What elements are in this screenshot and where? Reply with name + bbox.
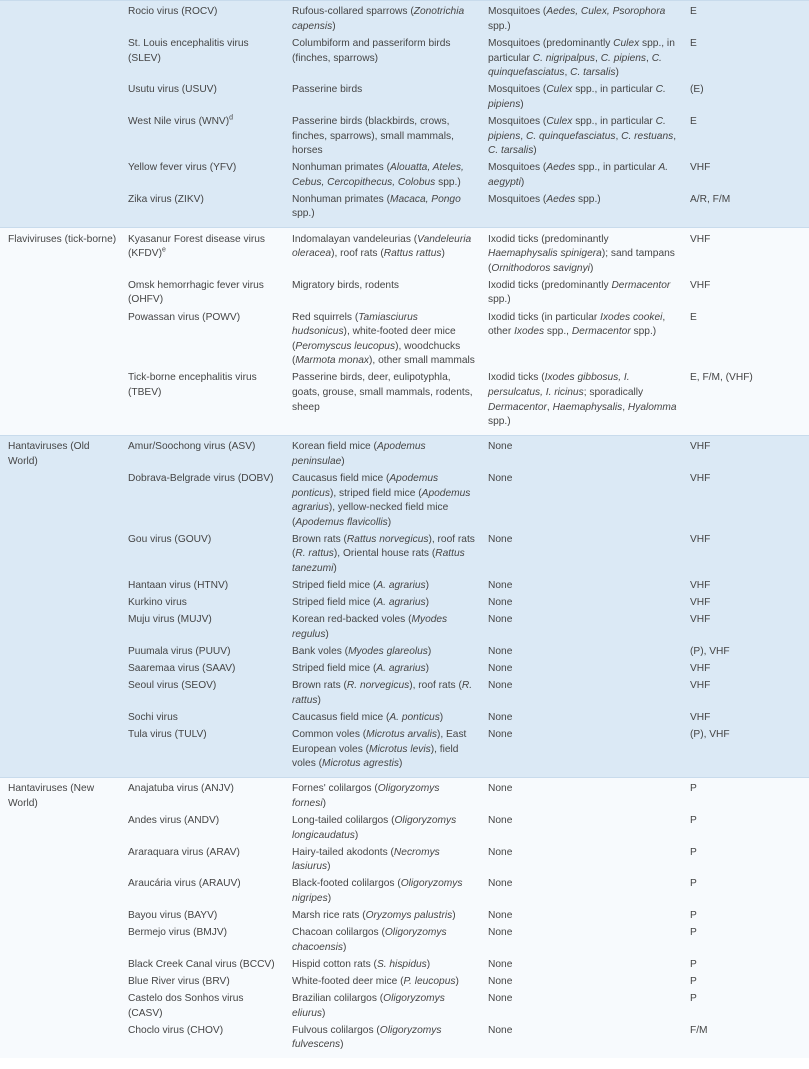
- disease-code-cell: VHF: [690, 597, 711, 609]
- species-name-italic: Microtus levis: [369, 743, 431, 755]
- vector-cell: None: [488, 580, 513, 592]
- species-name-italic: Peromyscus leucopus: [295, 340, 396, 352]
- virus-name-cell: Zika virus (ZIKV): [128, 193, 204, 205]
- disease-code-cell: P: [690, 958, 697, 970]
- host-reservoir-cell: Brown rats (Rattus norvegicus), roof rats (R. rattus), Oriental house rats (Rattus tanezumi): [292, 533, 475, 575]
- species-name-italic: Oligoryzomys eliurus: [292, 992, 445, 1019]
- vector-cell: None: [488, 1024, 513, 1036]
- table-section: [0, 0, 809, 227]
- vector-cell: None: [488, 472, 513, 484]
- host-reservoir-cell: Nonhuman primates (Macaca, Pongo spp.): [292, 193, 461, 220]
- virus-name-cell: Castelo dos Sonhos virus (CASV): [128, 992, 244, 1019]
- host-reservoir-cell: Fulvous colilargos (Oligoryzomys fulvescens): [292, 1024, 442, 1051]
- disease-code-cell: VHF: [690, 472, 711, 484]
- table-row: [128, 278, 809, 310]
- table-row: [128, 813, 809, 845]
- species-name-italic: Culex: [546, 84, 573, 96]
- host-reservoir-cell: Indomalayan vandeleurias (Vandeleuria oleracea), roof rats (Rattus rattus): [292, 233, 472, 260]
- species-name-italic: Marmota monax: [295, 355, 370, 367]
- virus-name-cell: Gou virus (GOUV): [128, 533, 212, 545]
- host-reservoir-cell: Striped field mice (A. agrarius): [292, 580, 430, 592]
- virus-name-cell: St. Louis encephalitis virus (SLEV): [128, 37, 249, 64]
- virus-name-cell: Yellow fever virus (YFV): [128, 162, 237, 174]
- disease-code-cell: VHF: [690, 580, 711, 592]
- table-row: [128, 974, 809, 991]
- vector-cell: None: [488, 441, 513, 453]
- species-name-italic: A. ponticus: [389, 711, 440, 723]
- table-row: [128, 439, 809, 471]
- species-name-italic: A. agrarius: [376, 580, 426, 592]
- host-reservoir-cell: Hairy-tailed akodonts (Necromys lasiurus): [292, 846, 440, 873]
- vector-cell: None: [488, 814, 513, 826]
- table-row: [128, 595, 809, 612]
- species-name-italic: Microtus arvalis: [366, 728, 437, 740]
- vector-cell: Ixodid ticks (in particular Ixodes cookei, other Ixodes spp., Dermacentor spp.): [488, 311, 666, 338]
- vector-cell: Ixodid ticks (predominantly Dermacentor spp.): [488, 279, 671, 306]
- table-row: [128, 370, 809, 431]
- table-row: [128, 532, 809, 578]
- vector-cell: None: [488, 680, 513, 692]
- virus-name-cell: Muju virus (MUJV): [128, 614, 212, 626]
- species-name-italic: C. nigripalpus: [532, 52, 596, 64]
- vector-cell: None: [488, 910, 513, 921]
- virus-group-label: Hantaviruses (Old World): [8, 441, 90, 467]
- species-name-italic: Rattus tanezumi: [292, 548, 465, 575]
- vector-cell: None: [488, 975, 513, 987]
- vector-cell: None: [488, 846, 513, 858]
- species-name-italic: Aedes, Culex, Psorophora: [546, 6, 666, 18]
- species-name-italic: C. pipiens: [488, 115, 666, 142]
- vector-cell: None: [488, 728, 513, 740]
- species-name-italic: A. aegypti: [488, 162, 669, 188]
- table-row: [128, 160, 809, 192]
- disease-code-cell: P: [690, 878, 697, 890]
- virus-name-cell: Black Creek Canal virus (BCCV): [128, 958, 275, 970]
- table-row: [128, 114, 809, 160]
- virus-name-cell: Sochi virus: [128, 711, 178, 723]
- species-name-italic: Ixodes cookei: [600, 311, 663, 323]
- vector-cell: Mosquitoes (Culex spp., in particular C. pipiens): [488, 84, 666, 110]
- host-reservoir-cell: Fornes' colilargos (Oligoryzomys fornesi): [292, 783, 440, 809]
- disease-code-cell: VHF: [690, 233, 711, 245]
- host-reservoir-cell: Brown rats (R. norvegicus), roof rats (R. rattus): [292, 680, 473, 706]
- vector-cell: Mosquitoes (Aedes spp., in particular A. aegypti): [488, 162, 669, 188]
- vector-cell: Mosquitoes (Aedes, Culex, Psorophora spp.): [488, 6, 666, 32]
- virus-name-cell: Seoul virus (SEOV): [128, 680, 217, 692]
- host-reservoir-cell: Korean red-backed voles (Myodes regulus): [292, 614, 448, 640]
- table-row: [128, 309, 809, 370]
- species-name-italic: Haemaphysalis spinigera: [488, 248, 602, 260]
- host-reservoir-cell: Striped field mice (A. agrarius): [292, 597, 430, 609]
- species-name-italic: S. hispidus: [376, 958, 427, 970]
- species-name-italic: Tamiasciurus hudsonicus: [292, 311, 418, 338]
- footnote-superscript: e: [161, 246, 166, 254]
- disease-code-cell: (P), VHF: [690, 728, 730, 740]
- host-reservoir-cell: Chacoan colilargos (Oligoryzomys chacoensis): [292, 927, 447, 953]
- table-row: [128, 727, 809, 773]
- host-reservoir-cell: Caucasus field mice (Apodemus ponticus), striped field mice (Apodemus agrarius), yellow-necked field mice (Apodemus flavicollis): [292, 472, 471, 528]
- virus-name-cell: Puumala virus (PUUV): [128, 646, 231, 657]
- table-row: [128, 661, 809, 678]
- host-reservoir-cell: Red squirrels (Tamiasciurus hudsonicus), white-footed deer mice (Peromyscus leucopus), woodchucks (Marmota monax), other small mammals: [292, 311, 475, 367]
- species-name-italic: Macaca, Pongo: [389, 193, 461, 205]
- disease-code-cell: P: [690, 975, 697, 987]
- vector-cell: None: [488, 958, 513, 970]
- species-name-italic: Dermacentor: [571, 326, 631, 338]
- species-name-italic: A. agrarius: [376, 597, 426, 609]
- section-rows: [128, 781, 809, 1054]
- section-rows: [128, 439, 809, 773]
- species-name-italic: Ornithodoros savignyi: [491, 262, 590, 274]
- table-row: [128, 991, 809, 1023]
- species-name-italic: Apodemus peninsulae: [292, 441, 426, 467]
- species-name-italic: Myodes regulus: [292, 614, 448, 640]
- disease-code-cell: A/R, F/M: [690, 193, 731, 205]
- species-name-italic: Oryzomys palustris: [365, 910, 453, 921]
- disease-code-cell: E, F/M, (VHF): [690, 372, 753, 384]
- virus-name-cell: Dobrava-Belgrade virus (DOBV): [128, 472, 274, 484]
- virus-name-cell: Andes virus (ANDV): [128, 814, 220, 826]
- species-name-italic: Oligoryzomys fornesi: [292, 783, 440, 809]
- table-row: [128, 36, 809, 82]
- virus-name-cell: Araraquara virus (ARAV): [128, 846, 240, 858]
- species-name-italic: Oligoryzomys chacoensis: [292, 927, 447, 953]
- disease-code-cell: (P), VHF: [690, 646, 730, 657]
- table-row: [128, 957, 809, 974]
- disease-code-cell: VHF: [690, 711, 711, 723]
- footnote-superscript: d: [229, 114, 234, 122]
- vector-cell: None: [488, 646, 513, 657]
- host-reservoir-cell: Marsh rice rats (Oryzomys palustris): [292, 910, 456, 921]
- species-name-italic: Culex: [546, 115, 573, 127]
- vector-cell: None: [488, 783, 513, 795]
- species-name-italic: Apodemus agrarius: [292, 487, 471, 514]
- disease-code-cell: P: [690, 814, 697, 826]
- virus-name-cell: Blue River virus (BRV): [128, 975, 230, 987]
- disease-code-cell: VHF: [690, 614, 711, 626]
- disease-code-cell: P: [690, 910, 697, 921]
- virus-name-cell: Saaremaa virus (SAAV): [128, 663, 236, 675]
- table-row: [128, 231, 809, 277]
- vector-cell: None: [488, 711, 513, 723]
- species-name-italic: Dermacentor: [488, 401, 547, 413]
- host-reservoir-cell: Nonhuman primates (Alouatta, Ateles, Cebus, Cercopithecus, Colobus spp.): [292, 162, 464, 188]
- host-reservoir-cell: White-footed deer mice (P. leucopus): [292, 975, 459, 987]
- disease-code-cell: E: [690, 311, 697, 323]
- species-name-italic: C. quinquefasciatus: [488, 52, 662, 79]
- vector-cell: Mosquitoes (Aedes spp.): [488, 193, 601, 205]
- disease-code-cell: VHF: [690, 441, 711, 453]
- section-rows: [128, 231, 809, 431]
- species-name-italic: Apodemus flavicollis: [295, 516, 388, 528]
- table-row: [128, 925, 809, 957]
- virus-name-cell: Bayou virus (BAYV): [128, 910, 218, 921]
- disease-code-cell: E: [690, 115, 697, 127]
- species-name-italic: Apodemus ponticus: [292, 472, 439, 499]
- species-name-italic: Oligoryzomys longicaudatus: [292, 814, 457, 841]
- virus-name-cell: Usutu virus (USUV): [128, 84, 217, 96]
- table-row: [128, 678, 809, 710]
- virus-name-cell: Choclo virus (CHOV): [128, 1024, 224, 1036]
- vector-cell: None: [488, 533, 513, 545]
- species-name-italic: R. rattus: [295, 548, 334, 560]
- disease-code-cell: E: [690, 6, 697, 18]
- species-name-italic: Necromys lasiurus: [292, 846, 440, 873]
- disease-code-cell: VHF: [690, 533, 711, 545]
- virus-name-cell: Araucária virus (ARAUV): [128, 878, 241, 890]
- host-reservoir-cell: Bank voles (Myodes glareolus): [292, 646, 432, 657]
- table-row: [128, 908, 809, 925]
- disease-code-cell: VHF: [690, 279, 711, 291]
- species-name-italic: Alouatta, Ateles, Cebus, Cercopithecus, Colobus: [292, 162, 464, 188]
- host-reservoir-cell: Long-tailed colilargos (Oligoryzomys longicaudatus): [292, 814, 457, 841]
- table-row: [128, 612, 809, 644]
- table-row: [128, 578, 809, 595]
- virus-name-cell: Kyasanur Forest disease virus (KFDV)$^e$: [128, 233, 266, 260]
- vector-cell: None: [488, 597, 513, 609]
- host-reservoir-cell: Passerine birds (blackbirds, crows, finches, sparrows), small mammals, horses: [292, 115, 454, 157]
- table-row: [128, 876, 809, 908]
- table-row: [128, 4, 809, 36]
- host-reservoir-cell: Migratory birds, rodents: [292, 279, 400, 291]
- vector-cell: Mosquitoes (predominantly Culex spp., in particular C. nigripalpus, C. pipiens, C. quinquefasciatus, C. tarsalis): [488, 37, 675, 79]
- table-row: [128, 82, 809, 114]
- virus-name-cell: Bermejo virus (BMJV): [128, 927, 228, 939]
- species-name-italic: C. pipiens: [488, 84, 666, 110]
- virus-group-label: Hantaviruses (New World): [8, 783, 95, 809]
- disease-code-cell: P: [690, 846, 697, 858]
- virus-name-cell: Amur/Soochong virus (ASV): [128, 441, 256, 453]
- disease-code-cell: VHF: [690, 162, 711, 174]
- species-name-italic: Haemaphysalis: [552, 401, 623, 413]
- disease-code-cell: VHF: [690, 663, 711, 675]
- species-name-italic: Vandeleuria oleracea: [292, 233, 472, 260]
- host-reservoir-cell: Caucasus field mice (A. ponticus): [292, 711, 444, 723]
- vector-cell: None: [488, 927, 513, 939]
- species-name-italic: C. quinquefasciatus: [525, 130, 616, 142]
- host-reservoir-cell: Passerine birds, deer, eulipotyphla, goats, grouse, small mammals, rodents, sheep: [292, 372, 473, 413]
- section-rows: [128, 4, 809, 223]
- vector-cell: None: [488, 614, 513, 626]
- table-section: [0, 777, 809, 1058]
- species-name-italic: Oligoryzomys nigripes: [292, 878, 463, 904]
- species-name-italic: Microtus agrestis: [322, 758, 400, 770]
- table-row: [128, 1022, 809, 1054]
- species-name-italic: P. leucopus: [403, 975, 456, 987]
- disease-code-cell: F/M: [690, 1024, 708, 1036]
- table-section: [0, 435, 809, 777]
- species-name-italic: C. tarsalis: [488, 145, 534, 157]
- species-name-italic: Dermacentor: [611, 279, 671, 291]
- species-name-italic: A. agrarius: [376, 663, 426, 675]
- virus-name-cell: Hantaan virus (HTNV): [128, 580, 229, 592]
- virus-name-cell: Anajatuba virus (ANJV): [128, 783, 234, 795]
- vector-cell: Mosquitoes (Culex spp., in particular C. pipiens, C. quinquefasciatus, C. restuans, C. tarsalis): [488, 115, 677, 157]
- virus-name-cell: West Nile virus (WNV)$^d$: [128, 114, 234, 127]
- species-name-italic: Rattus norvegicus: [346, 533, 429, 545]
- host-reservoir-cell: Columbiform and passeriform birds (finches, sparrows): [292, 37, 451, 64]
- disease-code-cell: VHF: [690, 680, 711, 692]
- species-name-italic: Ixodes: [514, 326, 545, 338]
- disease-code-cell: P: [690, 783, 697, 795]
- species-name-italic: C. restuans: [621, 130, 674, 142]
- species-name-italic: Oligoryzomys fulvescens: [292, 1024, 442, 1051]
- species-name-italic: Ixodes gibbosus, I. persulcatus, I. ricinus: [488, 372, 630, 398]
- table-row: [128, 644, 809, 661]
- table-section: [0, 227, 809, 435]
- species-name-italic: Zonotrichia capensis: [292, 6, 465, 32]
- host-reservoir-cell: Striped field mice (A. agrarius): [292, 663, 430, 675]
- host-reservoir-cell: Black-footed colilargos (Oligoryzomys nigripes): [292, 878, 463, 904]
- species-name-italic: R. rattus: [292, 680, 473, 706]
- host-reservoir-cell: Brazilian colilargos (Oligoryzomys eliurus): [292, 992, 445, 1019]
- disease-code-cell: E: [690, 37, 697, 49]
- disease-code-cell: P: [690, 927, 697, 939]
- virus-group-label: [8, 4, 128, 223]
- table-row: [128, 781, 809, 813]
- virus-name-cell: Rocio virus (ROCV): [128, 6, 218, 18]
- host-reservoir-cell: Korean field mice (Apodemus peninsulae): [292, 441, 426, 467]
- virus-name-cell: Tick-borne encephalitis virus (TBEV): [128, 372, 257, 398]
- host-reservoir-cell: Common voles (Microtus arvalis), East European voles (Microtus levis), field voles (Microtus agrestis): [292, 728, 467, 770]
- species-name-italic: C. tarsalis: [570, 67, 616, 79]
- host-reservoir-cell: Rufous-collared sparrows (Zonotrichia capensis): [292, 6, 465, 32]
- table-row: [128, 192, 809, 224]
- species-name-italic: Hyalomma: [627, 401, 677, 413]
- vector-cell: None: [488, 878, 513, 890]
- species-name-italic: Aedes: [546, 162, 576, 174]
- vector-cell: Ixodid ticks (Ixodes gibbosus, I. persulcatus, I. ricinus; sporadically Dermacentor, Haemaphysalis, Hyalomma spp.): [488, 372, 677, 428]
- virus-name-cell: Kurkino virus: [128, 597, 187, 609]
- virus-group-label: Flaviviruses (tick-borne): [8, 233, 117, 245]
- species-name-italic: Culex: [613, 37, 640, 49]
- species-name-italic: Rattus rattus: [383, 248, 442, 260]
- disease-code-cell: (E): [690, 84, 704, 96]
- table-row: [128, 844, 809, 876]
- species-name-italic: R. norvegicus: [346, 680, 410, 692]
- host-reservoir-cell: Hispid cotton rats (S. hispidus): [292, 958, 431, 970]
- species-name-italic: Myodes glareolus: [348, 646, 428, 657]
- species-name-italic: Aedes: [546, 193, 576, 205]
- vector-cell: None: [488, 992, 513, 1004]
- disease-code-cell: P: [690, 992, 697, 1004]
- virus-name-cell: Tula virus (TULV): [128, 728, 207, 740]
- virus-name-cell: Powassan virus (POWV): [128, 311, 241, 323]
- virus-name-cell: Omsk hemorrhagic fever virus (OHFV): [128, 279, 264, 306]
- vector-cell: Ixodid ticks (predominantly Haemaphysalis spinigera); sand tampans (Ornithodoros savignyi): [488, 233, 675, 274]
- vector-cell: None: [488, 663, 513, 675]
- table-row: [128, 710, 809, 727]
- species-name-italic: C. pipiens: [600, 52, 647, 64]
- host-reservoir-cell: Passerine birds: [292, 84, 363, 96]
- table-row: [128, 471, 809, 532]
